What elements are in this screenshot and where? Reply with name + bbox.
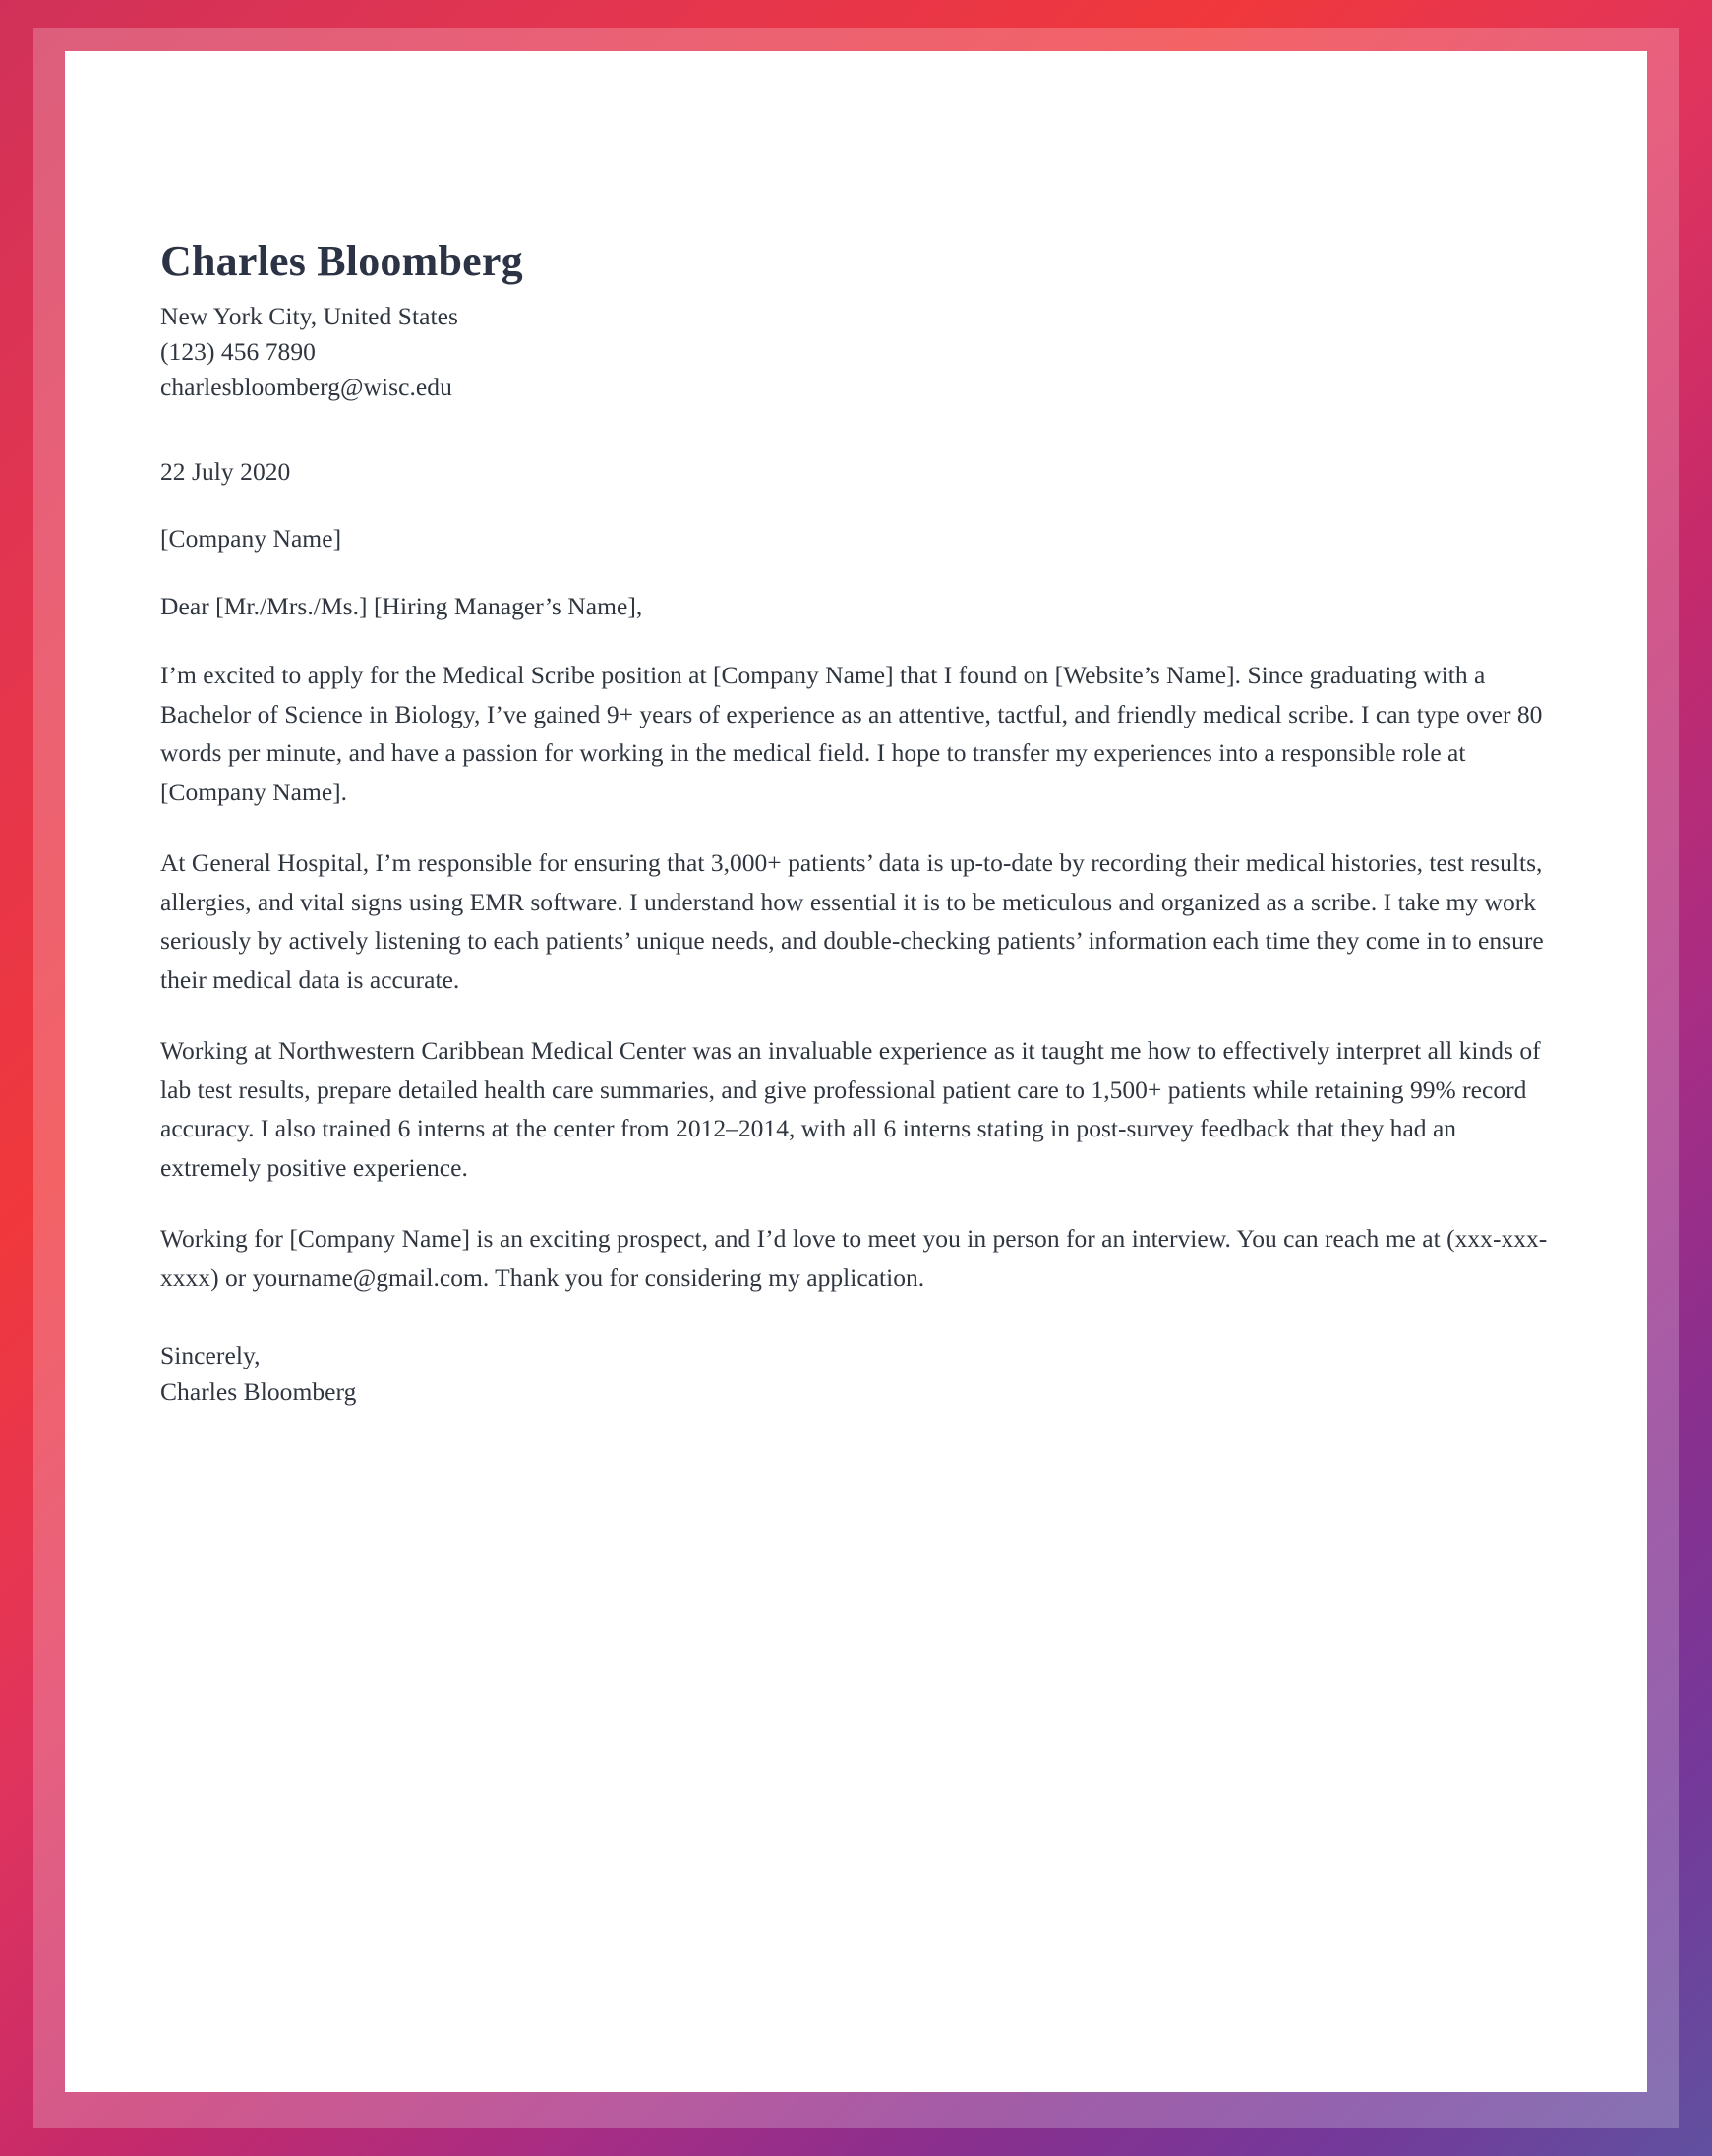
body-paragraph: Working at Northwestern Caribbean Medical Center was an invaluable experience as it taught me how to effectively interpret all kinds of lab test results, prepare detailed health care summaries, and give professional patient care to 1,500+ patients while retaining 99% record accuracy. I also trained 6 interns at the center from 2012–2014, with all 6 interns stating in post-survey feedback that they had an extremely positive experience. — [160, 1035, 1541, 1183]
letter-content — [160, 238, 1557, 1410]
contact-phone: (123) 456 7890 — [160, 336, 316, 366]
signoff: Sincerely, — [160, 1341, 261, 1370]
body-paragraph: At General Hospital, I’m responsible for ensuring that 3,000+ patients’ data is up-to-date by recording their medical histories, test results, allergies, and vital signs using EMR software. I understand how essential it is to be meticulous and organized as a scribe. I take my work seriously by actively listening to each patients’ unique needs, and double-checking patients’ information each time they come in to ensure their medical data is accurate. — [160, 847, 1544, 995]
contact-location: New York City, United States — [160, 301, 458, 330]
spacer-before-date — [160, 405, 1557, 454]
spacer-before-paragraph-4 — [160, 1188, 1557, 1219]
recipient-company: [Company Name] — [160, 524, 342, 554]
body-paragraph: I’m excited to apply for the Medical Scribe position at [Company Name] that I found on [Website’s Name]. Since graduating with a Bachelor of Science in Biology, I’ve gained 9+ years of experience as an attentive, tactful, and friendly medical scribe. I can type over 80 words per minute, and have a passion for working in the medical field. I hope to transfer my experiences into a responsible role at [Company Name]. — [160, 660, 1543, 807]
spacer-before-paragraph-1 — [160, 624, 1557, 656]
spacer-before-company — [160, 490, 1557, 521]
spacer-before-paragraph-3 — [160, 1000, 1557, 1031]
applicant-name: Charles Bloomberg — [160, 237, 523, 285]
spacer-before-salutation — [160, 557, 1557, 589]
spacer-before-signoff — [160, 1297, 1557, 1338]
letter-sheet — [65, 51, 1647, 2092]
contact-email: charlesbloomberg@wisc.edu — [160, 372, 452, 401]
letter-date: 22 July 2020 — [160, 457, 291, 487]
spacer-before-paragraph-2 — [160, 812, 1557, 844]
salutation: Dear [Mr./Mrs./Ms.] [Hiring Manager’s Name], — [160, 591, 643, 620]
body-paragraph: Working for [Company Name] is an exciting prospect, and I’d love to meet you in person for an interview. You can reach me at (xxx-xxx-xxxx) or yourname@gmail.com. Thank you for considering my application. — [160, 1223, 1548, 1292]
signature-name: Charles Bloomberg — [160, 1376, 357, 1406]
